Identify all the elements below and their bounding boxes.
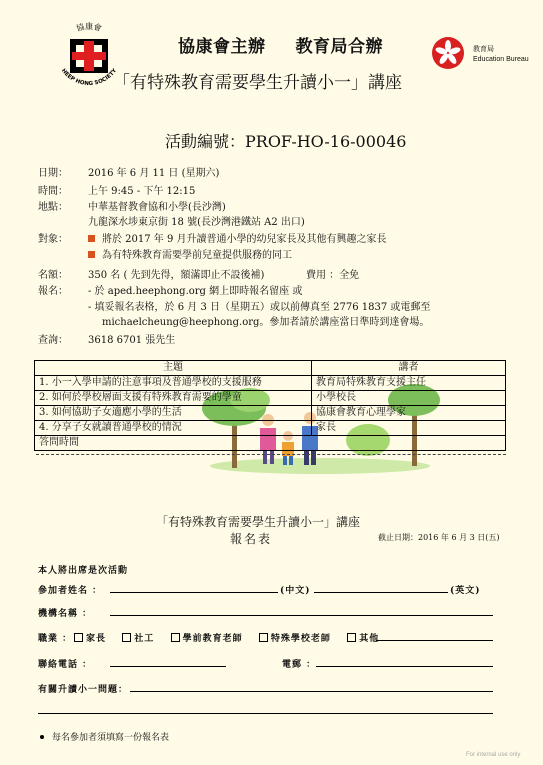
organization-field[interactable] [110,615,493,616]
table-row [35,391,506,406]
name-cn-label: (中文) [280,586,311,596]
name-en-label: (英文) [450,586,481,596]
edb-logo [431,36,465,70]
registration-fax-email: - 填妥報名表格，於 6 月 3 日（星期五）或以前傳真至 2776 1837 或電郵至 [88,302,431,313]
occupation-options: 家長 社工 學前教育老師 特殊學校老師 其他 [72,631,379,644]
email-field[interactable] [316,666,493,667]
speaker-cell: 家長 [312,421,506,436]
date-label: 日期： [38,168,68,179]
email-label: 電郵 ： [282,660,317,670]
speaker-cell: 教育局特殊教育支援主任 [312,376,506,391]
bullet-square-icon [88,251,95,258]
table-row [35,406,506,421]
quota-label: 名額： [38,270,68,281]
internal-use-note: For internal use only [466,752,521,758]
checkbox-parent[interactable] [74,633,83,642]
enquiry-value: 3618 6701 張先生 [88,335,176,346]
phone-field[interactable] [110,666,226,667]
registration-online: - 於 aped.heephong.org 網上即時報名留座 或 [88,286,303,297]
form-intro: 本人將出席是次活動 [38,566,129,576]
form-note: 每名參加者須填寫一份報名表 [40,730,169,743]
table-row [35,436,506,451]
speaker-cell: 小學校長 [312,391,506,406]
column-header-topic: 主題 [35,361,312,376]
organization-label: 機構名稱 ： [38,609,93,619]
registration-email: michaelcheung@heephong.org。參加者請於講座當日準時到達會場。 [102,317,430,328]
table-row [35,421,506,436]
target-item-2: 為有特殊教育需要學前兒童提供服務的同工 [88,246,292,261]
quota-value: 350 名 ( 先到先得，額滿即止不設後補) [88,270,265,281]
question-label: 有關升讀小一問題： [38,685,129,695]
name-en-field[interactable] [314,592,448,593]
name-cn-field[interactable] [110,592,278,593]
enquiry-label: 查詢： [38,335,68,346]
occupation-label: 職業 ： [38,634,73,644]
speaker-cell: 協康會教育心理學家 [312,406,506,421]
table-row [35,376,506,391]
venue-line2: 九龍深水埗東京街 18 號(長沙灣港鐵站 A2 出口) [88,217,305,228]
deadline-text: 截止日期：2016 年 6 月 3 日(五) [378,533,500,542]
form-title: 「有特殊教育需要學生升讀小一」講座 [156,515,361,529]
bullet-square-icon [88,235,95,242]
activity-code: 活動編號：PROF-HO-16-00046 [165,132,407,151]
topic-cell: 4. 分享子女就讀普通學校的情況 [35,421,312,436]
table-header-row [35,361,506,376]
organizers: 協康會主辦 教育局合辦 [178,37,383,57]
checkbox-preschool-teacher[interactable] [171,633,180,642]
target-item-1: 將於 2017 年 9 月升讀普通小學的幼兒家長及其他有興趣之家長 [88,230,387,245]
column-header-speaker: 講者 [312,361,506,376]
question-field-line1[interactable] [130,691,493,692]
question-field-line2[interactable] [38,713,493,714]
checkbox-other[interactable] [347,633,356,642]
time-label: 時間： [38,186,68,197]
checkbox-special-school-teacher[interactable] [259,633,268,642]
checkbox-social-worker[interactable] [122,633,131,642]
svg-text:協康會 [75,21,103,33]
qa-empty-cell [312,436,506,451]
qa-cell: 答問時間 [35,436,312,451]
venue-label: 地點： [38,202,68,213]
edb-name-cn: 教育局 [473,46,494,53]
cut-line-divider [36,454,506,455]
form-subtitle: 報名表 [230,532,273,546]
phone-label: 聯絡電話 ： [38,660,93,670]
edb-name-en: Education Bureau [473,56,529,63]
participant-name-label: 參加者姓名 ： [38,586,103,596]
topic-cell: 3. 如何協助子女適應小學的生活 [35,406,312,421]
time-value: 上午 9:45 - 下午 12:15 [88,186,196,197]
registration-label: 報名： [38,286,68,297]
other-occupation-field[interactable] [376,640,493,641]
bullet-dot-icon [40,735,44,739]
event-title: 「有特殊教育需要學生升讀小一」講座 [113,73,402,93]
logo-text-cn: 協康會 [75,22,103,34]
topic-cell: 1. 小一入學申請的注意事項及普通學校的支援服務 [35,376,312,391]
date-value: 2016 年 6 月 11 日 (星期六) [88,168,220,179]
fee-value: 費用 ：全免 [306,270,360,281]
topics-table [34,360,506,451]
logo-text-en: HEEP HONG SOCIETY [59,67,119,88]
target-label: 對象： [38,234,68,245]
topic-cell: 2. 如何於學校層面支援有特殊教育需要的學童 [35,391,312,406]
venue-line1: 中華基督教會協和小學(長沙灣) [88,202,226,213]
